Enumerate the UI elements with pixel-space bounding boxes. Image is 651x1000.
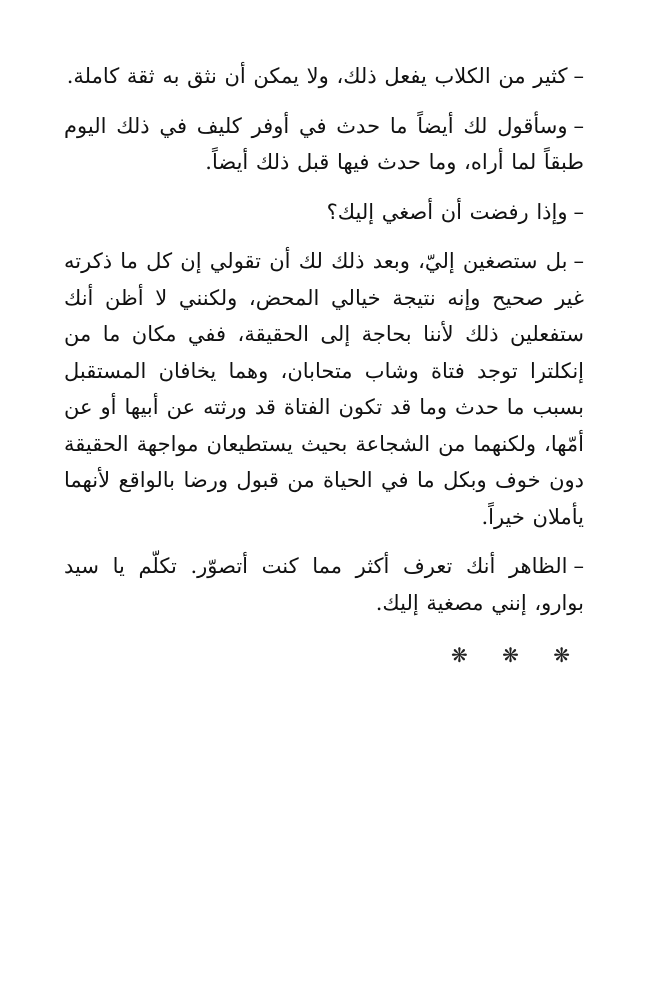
dialogue-paragraph-5 [64,548,584,621]
dialogue-dash: – [573,249,584,273]
dialogue-dash: – [573,199,584,224]
paragraph-text: وسأقول لك أيضاً ما حدث في أوفر كليف في ذلك اليوم طبقاً لما أراه، وما حدث فيها قبل ذلك أيضاً. [64,113,584,174]
section-separator: ❋ ❋ ❋ [451,643,584,667]
paragraph-text: الظاهر أنك تعرف أكثر مما كنت أتصوّر. تكلّم يا سيد بوارو، إنني مصغية إليك. [64,554,584,615]
page-body [64,58,584,667]
dialogue-dash: – [573,113,584,138]
paragraph-text: كثير من الكلاب يفعل ذلك، ولا يمكن أن نثق به ثقة كاملة. [66,64,568,88]
dialogue-dash: – [573,554,584,578]
dialogue-paragraph-1 [64,58,584,95]
dialogue-paragraph-3 [64,194,584,231]
paragraph-text: وإذا رفضت أن أصغي إليك؟ [326,199,568,224]
paragraph-text: بل ستصغين إليّ، وبعد ذلك لك أن تقولي إن كل ما ذكرته غير صحيح وإنه نتيجة خيالي المحض، ولكنني لا أظن أنك ستفعلين ذلك لأننا بحاجة إلى الحقيقة، ففي مكان ما من إنكلترا توجد فتاة وشاب متحابان، وهما يخافان المستقبل بسبب ما حدث وما قد تكون الفتاة قد ورثته عن أبيها أو عن أمّها، ولكنهما من الشجاعة بحيث يستطيعان مواجهة الحقيقة دون خوف وبكل ما في الحياة من قبول ورضا بالواقع لأنهما يأملان خيراً. [64,249,584,529]
dialogue-paragraph-4 [64,243,584,535]
dialogue-paragraph-2 [64,108,584,181]
dialogue-dash: – [573,64,584,88]
